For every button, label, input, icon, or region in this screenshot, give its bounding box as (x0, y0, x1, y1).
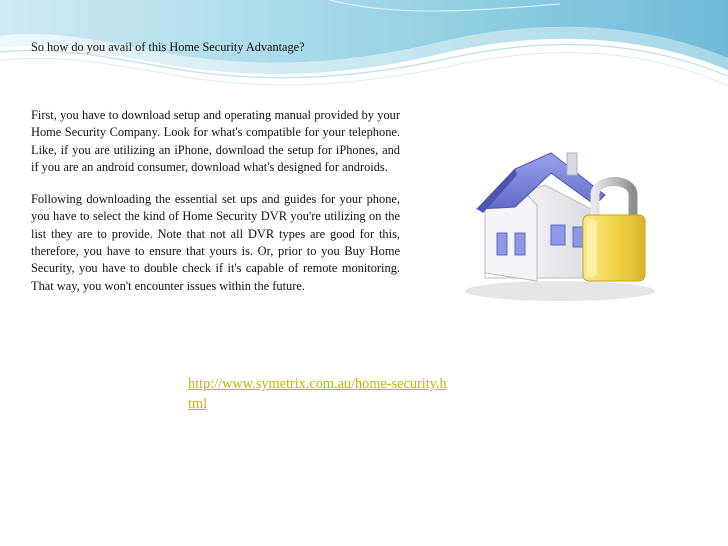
house-with-padlock-icon (455, 133, 670, 313)
body-text (31, 107, 400, 310)
paragraph-setup: First, you have to download setup and operating manual provided by your Home Security Company. Look for what's compatible for your telephone. Like, if you are utilizing an iPhone, download the setup for iPhones, and if you are an android consumer, download what's designed for androids. (31, 108, 400, 174)
paragraph-dvr: Following downloading the essential set ups and guides for your phone, you have to select the kind of Home Security DVR you're utilizing on the list they are to provide. Note that not all DVR types are good for this, therefore, you have to ensure that yours is. Or, prior to you Buy Home Security, you have to double check if it's capable of remote monitoring. That way, you won't encounter issues within the future. (31, 192, 400, 293)
slide-heading: So how do you avail of this Home Security Advantage? (31, 40, 305, 54)
source-link[interactable]: http://www.symetrix.com.au/home-security.html (188, 376, 447, 412)
